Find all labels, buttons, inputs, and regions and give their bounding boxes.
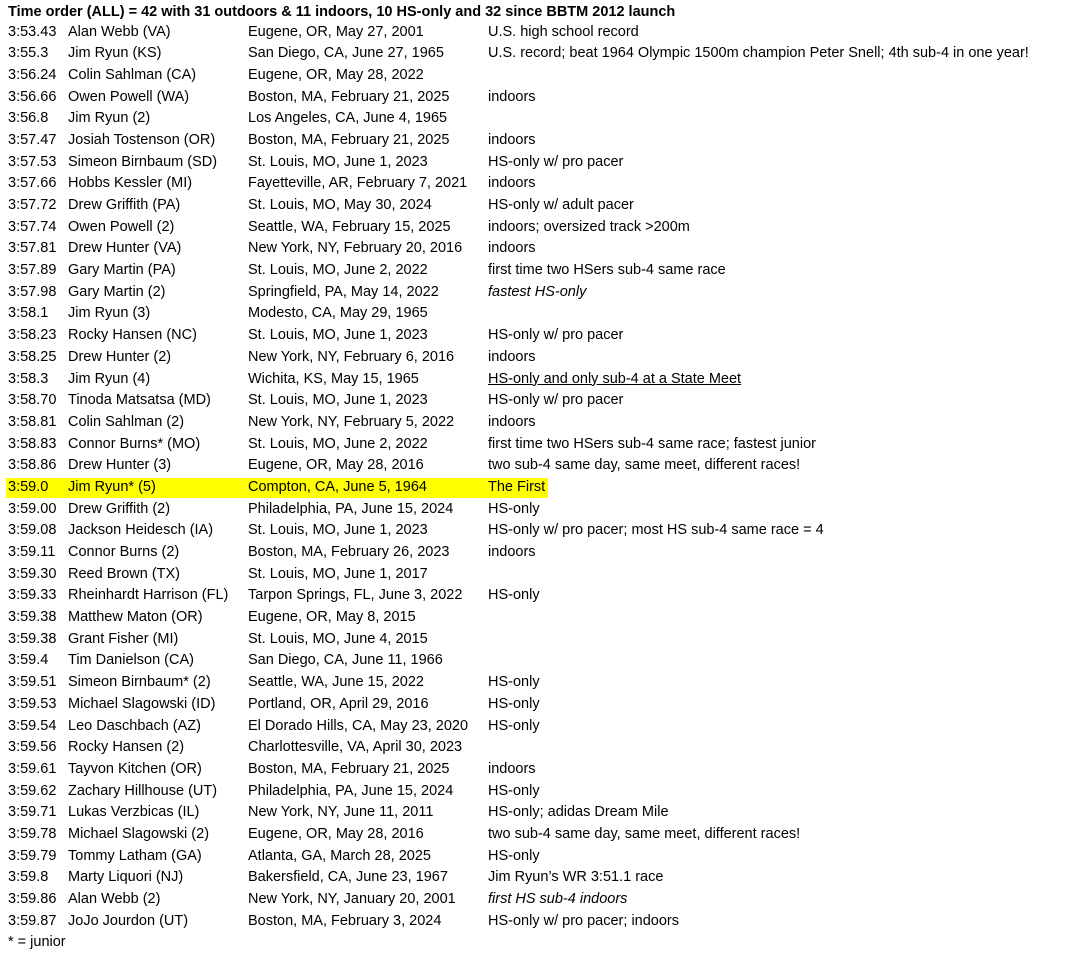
- cell-athlete: Owen Powell (WA): [68, 88, 190, 105]
- cell-athlete: Jim Ryun (4): [68, 370, 151, 387]
- cell-location-date: Boston, MA, February 3, 2024: [248, 912, 442, 929]
- cell-location-date: Charlottesville, VA, April 30, 2023: [248, 739, 463, 756]
- cell-athlete: Gary Martin (2): [68, 283, 166, 300]
- cell-location-date: San Diego, CA, June 11, 1966: [248, 652, 443, 669]
- cell-location-date: Boston, MA, February 21, 2025: [248, 88, 450, 105]
- cell-note: first time two HSers sub-4 same race: [488, 262, 726, 279]
- cell-location-date: St. Louis, MO, June 1, 2023: [248, 153, 428, 170]
- table-row: [0, 369, 1066, 391]
- table-row: [0, 195, 1066, 217]
- cell-note: HS-only: [488, 717, 540, 734]
- table-row: [0, 650, 1066, 672]
- cell-note: The First: [488, 478, 546, 495]
- cell-athlete: Zachary Hillhouse (UT): [68, 782, 218, 799]
- table-row: [0, 672, 1066, 694]
- cell-note: HS-only w/ pro pacer: [488, 153, 624, 170]
- table-row: [0, 846, 1066, 868]
- table-row: [0, 217, 1066, 239]
- cell-note: fastest HS-only: [488, 283, 587, 300]
- cell-time: 3:59.38: [8, 609, 57, 626]
- cell-location-date: St. Louis, MO, May 30, 2024: [248, 197, 432, 213]
- cell-location-date: Eugene, OR, May 28, 2022: [248, 66, 424, 83]
- cell-location-date: Boston, MA, February 21, 2025: [248, 760, 450, 777]
- cell-note: U.S. high school record: [488, 23, 639, 40]
- cell-note: HS-only; adidas Dream Mile: [488, 804, 669, 821]
- cell-athlete: Hobbs Kessler (MI): [68, 175, 193, 192]
- cell-location-date: Bakersfield, CA, June 23, 1967: [248, 869, 448, 886]
- cell-location-date: St. Louis, MO, June 4, 2015: [248, 630, 428, 647]
- cell-time: 3:59.71: [8, 804, 57, 821]
- table-row: [0, 434, 1066, 456]
- table-row: [0, 325, 1066, 347]
- cell-location-date: New York, NY, February 5, 2022: [248, 413, 455, 430]
- table-row: [0, 564, 1066, 586]
- cell-time: 3:55.3: [8, 45, 49, 62]
- table-row: [0, 716, 1066, 738]
- cell-time: 3:57.47: [8, 131, 57, 148]
- table-row: [0, 130, 1066, 152]
- cell-athlete: Josiah Tostenson (OR): [68, 131, 216, 148]
- cell-athlete: Tayvon Kitchen (OR): [68, 760, 202, 777]
- table-row: [0, 412, 1066, 434]
- cell-note: HS-only: [488, 847, 540, 864]
- cell-note: indoors: [488, 760, 536, 777]
- table-row: [0, 802, 1066, 824]
- cell-note: indoors: [488, 413, 536, 430]
- cell-time: 3:57.74: [8, 218, 57, 235]
- cell-location-date: Seattle, WA, February 15, 2025: [248, 218, 451, 235]
- table-row: [0, 87, 1066, 109]
- cell-athlete: JoJo Jourdon (UT): [68, 912, 189, 929]
- cell-location-date: St. Louis, MO, June 2, 2022: [248, 435, 428, 452]
- cell-note: indoors: [488, 88, 536, 105]
- cell-note: U.S. record; beat 1964 Olympic 1500m champion Peter Snell; 4th sub-4 in one year!: [488, 45, 1029, 62]
- cell-location-date: St. Louis, MO, June 1, 2017: [248, 565, 428, 582]
- cell-time: 3:57.53: [8, 153, 57, 170]
- cell-athlete: Alan Webb (VA): [68, 23, 171, 40]
- table-row: [0, 520, 1066, 542]
- table-row: [0, 629, 1066, 651]
- table-row: [0, 43, 1066, 65]
- cell-time: 3:59.33: [8, 587, 57, 604]
- cell-time: 3:58.86: [8, 457, 57, 474]
- cell-note: HS-only: [488, 782, 540, 799]
- cell-location-date: Springfield, PA, May 14, 2022: [248, 283, 439, 300]
- cell-athlete: Tinoda Matsatsa (MD): [68, 392, 211, 409]
- cell-location-date: Los Angeles, CA, June 4, 1965: [248, 110, 448, 127]
- cell-athlete: Gary Martin (PA): [68, 262, 176, 279]
- cell-athlete: Michael Slagowski (ID): [68, 695, 216, 712]
- table-row: [0, 737, 1066, 759]
- table-row: [0, 65, 1066, 87]
- cell-location-date: Boston, MA, February 26, 2023: [248, 544, 450, 560]
- cell-time: 3:59.0: [8, 478, 49, 495]
- cell-location-date: Seattle, WA, June 15, 2022: [248, 674, 424, 691]
- footnote: * = junior: [8, 934, 66, 950]
- table-row: [0, 390, 1066, 412]
- cell-time: 3:58.3: [8, 370, 49, 387]
- cell-note: indoors: [488, 240, 536, 257]
- table-row: [0, 781, 1066, 803]
- cell-athlete: Drew Hunter (3): [68, 457, 172, 474]
- cell-note: HS-only w/ pro pacer; most HS sub-4 same race = 4: [488, 522, 824, 539]
- cell-time: 3:57.98: [8, 283, 57, 300]
- table-row: [0, 108, 1066, 130]
- cell-athlete: Drew Griffith (2): [68, 500, 171, 517]
- cell-time: 3:59.78: [8, 825, 57, 842]
- cell-time: 3:58.23: [8, 327, 57, 344]
- cell-location-date: St. Louis, MO, June 1, 2023: [248, 522, 428, 539]
- cell-athlete: Drew Hunter (2): [68, 348, 172, 365]
- cell-athlete: Tim Danielson (CA): [68, 652, 194, 669]
- cell-time: 3:56.8: [8, 110, 49, 127]
- cell-location-date: St. Louis, MO, June 2, 2022: [248, 262, 428, 279]
- cell-athlete: Jim Ryun (KS): [68, 45, 162, 62]
- cell-athlete: Drew Griffith (PA): [68, 197, 181, 213]
- cell-athlete: Jim Ryun (3): [68, 305, 151, 322]
- cell-athlete: Lukas Verzbicas (IL): [68, 804, 200, 821]
- table-row: [0, 282, 1066, 304]
- cell-athlete: Leo Daschbach (AZ): [68, 717, 201, 734]
- cell-athlete: Matthew Maton (OR): [68, 609, 203, 626]
- cell-location-date: Eugene, OR, May 8, 2015: [248, 609, 416, 626]
- cell-note: HS-only: [488, 500, 540, 517]
- table-row: [0, 238, 1066, 260]
- cell-athlete: Colin Sahlman (2): [68, 413, 185, 430]
- cell-time: 3:56.24: [8, 66, 57, 83]
- table-row: [0, 173, 1066, 195]
- table-row: [0, 889, 1066, 911]
- cell-time: 3:59.79: [8, 847, 57, 864]
- cell-location-date: El Dorado Hills, CA, May 23, 2020: [248, 717, 469, 734]
- cell-location-date: New York, NY, June 11, 2011: [248, 804, 434, 821]
- cell-time: 3:59.56: [8, 739, 57, 756]
- table-row: [0, 585, 1066, 607]
- cell-athlete: Rheinhardt Harrison (FL): [68, 587, 229, 604]
- cell-time: 3:59.4: [8, 652, 49, 669]
- table-row: [0, 347, 1066, 369]
- cell-athlete: Drew Hunter (VA): [68, 240, 182, 257]
- cell-note: indoors: [488, 175, 536, 192]
- cell-time: 3:57.81: [8, 240, 57, 257]
- table-row: [0, 455, 1066, 477]
- cell-location-date: Modesto, CA, May 29, 1965: [248, 305, 428, 322]
- cell-note: HS-only: [488, 674, 540, 691]
- cell-time: 3:59.00: [8, 500, 57, 517]
- table-row: [0, 152, 1066, 174]
- cell-time: 3:59.53: [8, 695, 57, 712]
- table-row: [0, 867, 1066, 889]
- cell-note: HS-only: [488, 695, 540, 712]
- cell-time: 3:59.8: [8, 869, 49, 886]
- cell-note: two sub-4 same day, same meet, different races!: [488, 457, 801, 474]
- cell-note: first time two HSers sub-4 same race; fastest junior: [488, 435, 816, 452]
- cell-location-date: St. Louis, MO, June 1, 2023: [248, 392, 428, 409]
- cell-location-date: New York, NY, February 20, 2016: [248, 240, 463, 257]
- cell-note: indoors; oversized track >200m: [488, 218, 690, 235]
- cell-location-date: New York, NY, February 6, 2016: [248, 348, 455, 365]
- cell-note: two sub-4 same day, same meet, different races!: [488, 825, 801, 842]
- cell-note: first HS sub-4 indoors: [488, 891, 628, 907]
- cell-athlete: Simeon Birnbaum* (2): [68, 674, 211, 691]
- cell-time: 3:59.38: [8, 630, 57, 647]
- cell-note: indoors: [488, 544, 536, 560]
- cell-location-date: Eugene, OR, May 28, 2016: [248, 825, 424, 842]
- cell-athlete: Reed Brown (TX): [68, 565, 181, 582]
- cell-time: 3:59.87: [8, 912, 57, 929]
- table-row: [0, 477, 1066, 499]
- cell-time: 3:58.25: [8, 348, 57, 365]
- cell-note: indoors: [488, 348, 536, 365]
- cell-note: HS-only w/ pro pacer: [488, 327, 624, 344]
- cell-location-date: New York, NY, January 20, 2001: [248, 891, 456, 907]
- cell-location-date: Wichita, KS, May 15, 1965: [248, 370, 419, 387]
- cell-athlete: Colin Sahlman (CA): [68, 66, 197, 83]
- table-row: [0, 303, 1066, 325]
- cell-note: HS-only w/ adult pacer: [488, 197, 634, 213]
- cell-location-date: San Diego, CA, June 27, 1965: [248, 45, 444, 62]
- cell-time: 3:59.11: [8, 544, 56, 560]
- cell-location-date: Eugene, OR, May 27, 2001: [248, 23, 424, 40]
- cell-location-date: Eugene, OR, May 28, 2016: [248, 457, 424, 474]
- cell-time: 3:53.43: [8, 23, 57, 40]
- cell-time: 3:59.08: [8, 522, 57, 539]
- table-row: [0, 499, 1066, 521]
- cell-athlete: Jim Ryun* (5): [68, 478, 156, 495]
- cell-time: 3:57.89: [8, 262, 57, 279]
- cell-location-date: Philadelphia, PA, June 15, 2024: [248, 500, 454, 517]
- cell-location-date: Portland, OR, April 29, 2016: [248, 695, 429, 712]
- cell-location-date: St. Louis, MO, June 1, 2023: [248, 327, 428, 344]
- cell-location-date: Fayetteville, AR, February 7, 2021: [248, 175, 468, 192]
- cell-athlete: Michael Slagowski (2): [68, 825, 210, 842]
- cell-time: 3:58.83: [8, 435, 57, 452]
- table-row: [0, 824, 1066, 846]
- cell-athlete: Jackson Heidesch (IA): [68, 522, 214, 539]
- table-row: [0, 22, 1066, 44]
- cell-note: HS-only w/ pro pacer; indoors: [488, 912, 679, 929]
- cell-athlete: Rocky Hansen (2): [68, 739, 185, 756]
- cell-time: 3:58.81: [8, 413, 57, 430]
- cell-athlete: Rocky Hansen (NC): [68, 327, 197, 344]
- cell-note: indoors: [488, 131, 536, 148]
- cell-time: 3:57.66: [8, 175, 57, 192]
- table-row: [0, 607, 1066, 629]
- cell-time: 3:56.66: [8, 88, 57, 105]
- cell-time: 3:59.30: [8, 565, 57, 582]
- cell-time: 3:59.54: [8, 717, 57, 734]
- cell-athlete: Jim Ryun (2): [68, 110, 151, 127]
- cell-time: 3:57.72: [8, 197, 57, 213]
- cell-athlete: Connor Burns (2): [68, 544, 180, 560]
- cell-time: 3:59.62: [8, 782, 57, 799]
- cell-athlete: Connor Burns* (MO): [68, 435, 201, 452]
- cell-time: 3:58.1: [8, 305, 49, 322]
- table-row: [0, 911, 1066, 933]
- cell-note: Jim Ryun’s WR 3:51.1 race: [488, 869, 664, 886]
- cell-location-date: Philadelphia, PA, June 15, 2024: [248, 782, 454, 799]
- cell-athlete: Tommy Latham (GA): [68, 847, 202, 864]
- cell-location-date: Atlanta, GA, March 28, 2025: [248, 847, 431, 864]
- cell-note: HS-only: [488, 587, 540, 604]
- cell-time: 3:58.70: [8, 392, 57, 409]
- cell-location-date: Compton, CA, June 5, 1964: [248, 478, 427, 495]
- cell-location-date: Tarpon Springs, FL, June 3, 2022: [248, 587, 463, 604]
- cell-athlete: Grant Fisher (MI): [68, 630, 179, 647]
- cell-time: 3:59.51: [8, 674, 57, 691]
- table-rows: [0, 22, 1066, 933]
- cell-athlete: Owen Powell (2): [68, 218, 175, 235]
- table-row: [0, 759, 1066, 781]
- table-title: Time order (ALL) = 42 with 31 outdoors & 11 indoors, 10 HS-only and 32 since BBTM 2012 launch: [8, 4, 676, 20]
- table-row: [0, 694, 1066, 716]
- cell-note: HS-only and only sub-4 at a State Meet: [488, 370, 742, 387]
- table-row: [0, 542, 1066, 564]
- cell-time: 3:59.61: [8, 760, 57, 777]
- table-row: [0, 260, 1066, 282]
- cell-athlete: Alan Webb (2): [68, 891, 161, 907]
- cell-note: HS-only w/ pro pacer: [488, 392, 624, 409]
- cell-athlete: Marty Liquori (NJ): [68, 869, 184, 886]
- cell-athlete: Simeon Birnbaum (SD): [68, 153, 218, 170]
- cell-location-date: Boston, MA, February 21, 2025: [248, 131, 450, 148]
- cell-time: 3:59.86: [8, 891, 57, 907]
